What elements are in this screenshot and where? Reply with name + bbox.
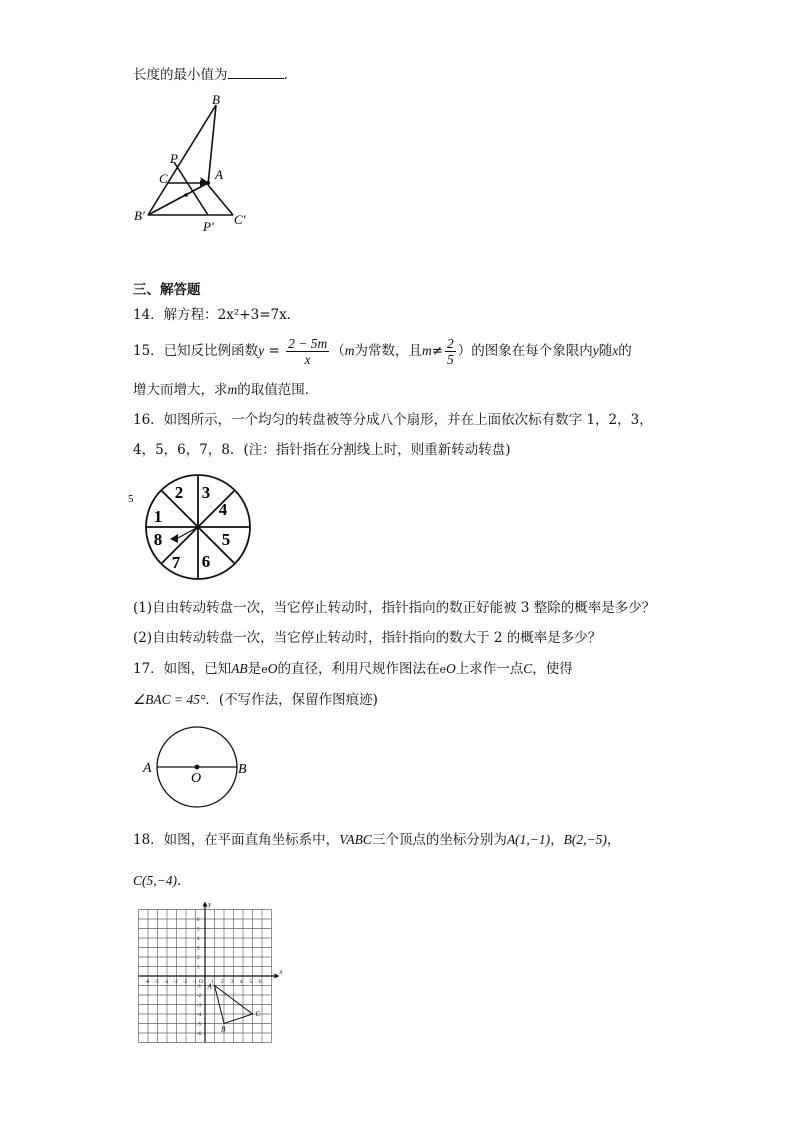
- q16-line2: 4，5，6，7，8．(注：指针指在分割线上时，则重新转动转盘): [133, 442, 511, 458]
- spinner-number-5: 5: [221, 530, 231, 549]
- q14-text: 14．解方程：2x²+3=7x．: [133, 307, 301, 323]
- y-tick-label: -2: [197, 994, 202, 999]
- y-tick-label: -3: [197, 1003, 202, 1009]
- point-label-a: A: [207, 982, 212, 991]
- q17-f: ．(不写作法，保留作图痕迹): [205, 692, 378, 708]
- spinner-number-7: 7: [171, 553, 181, 572]
- q15-part4: 随: [598, 343, 613, 359]
- x-tick-label: -3: [173, 980, 178, 985]
- q17-b: 是: [247, 661, 262, 677]
- q17-circle-figure: [140, 718, 255, 818]
- q18-point-a: A(1,−1): [506, 832, 551, 847]
- x-tick-label: 5: [249, 980, 252, 985]
- q17-cpt: C: [523, 661, 533, 676]
- q17-circ2: e: [439, 663, 446, 676]
- q18-triangle: VABC: [339, 832, 372, 847]
- q17-o1: O: [267, 661, 278, 676]
- q15-x2: x: [612, 343, 619, 358]
- q13-end: .: [283, 67, 288, 83]
- q18-b: 三个顶点的坐标分别为: [371, 832, 507, 848]
- y-axis-label: y: [208, 900, 212, 909]
- q15-m3: m: [227, 382, 238, 397]
- spinner-pointer: [170, 534, 178, 543]
- q17-circ1: e: [261, 663, 268, 676]
- x-tick-label: -2: [183, 980, 188, 985]
- q15-y: y: [258, 343, 265, 358]
- fig13-label-p: P: [170, 151, 178, 166]
- point-label-c: C: [255, 1010, 261, 1018]
- x-tick-label: 1: [211, 980, 214, 985]
- y-tick-label: -1: [197, 984, 202, 990]
- spinner-number-6: 6: [201, 552, 211, 571]
- q18-c: ，: [550, 832, 564, 848]
- q15-frac-numerator: 2 − 5m: [288, 336, 328, 351]
- y-tick-label: 3: [197, 946, 200, 952]
- q18-line1: [133, 831, 620, 849]
- q15-part2: 为常数，且: [354, 343, 422, 359]
- fig13-label-b-prime: B′: [134, 208, 145, 223]
- y-tick-label: -5: [197, 1022, 202, 1028]
- q15-line1: [133, 336, 632, 367]
- q15-fraction: [286, 336, 329, 367]
- spinner-number-2: 2: [174, 483, 184, 502]
- q17-a: 17．如图，已知: [133, 661, 232, 677]
- q15-frac2-numerator: 2: [447, 336, 454, 351]
- q17-e: ，使得: [532, 661, 573, 677]
- q15-y2: y: [592, 343, 599, 358]
- q17-label-b: B: [238, 762, 247, 777]
- q18-point-c: C(5,−4): [133, 873, 177, 888]
- spinner-number-3: 3: [201, 483, 211, 502]
- q15-line2b: 的取值范围．: [237, 382, 319, 398]
- spinner-figure: [128, 470, 258, 585]
- fig13-label-c: C: [159, 171, 168, 186]
- x-tick-label: -5: [154, 980, 159, 985]
- q15-part3: ）的图象在每个象限内: [457, 343, 593, 359]
- origin-label: O: [199, 979, 203, 985]
- spinner-number-8: 8: [153, 530, 163, 549]
- q15-frac-denominator: x: [304, 352, 311, 367]
- q16-sub2: (2)自由转动转盘一次，当它停止转动时，指针指向的数大于 2 的概率是多少？: [133, 630, 602, 646]
- x-tick-label: -1: [192, 980, 197, 985]
- q17-c: 的直径，利用尺规作图法在: [277, 661, 440, 677]
- q15-m2: m: [421, 343, 432, 358]
- fig13-label-a: A: [215, 167, 223, 182]
- x-tick-label: 2: [221, 980, 224, 985]
- q13-answer-blank: [228, 66, 284, 79]
- fig13-label-c-prime: C′: [234, 212, 246, 227]
- spinner-number-4: 4: [218, 500, 228, 519]
- section-title: 三、解答题: [133, 282, 201, 298]
- q17-label-a: A: [143, 761, 152, 776]
- point-label-b: B: [221, 1025, 226, 1034]
- x-tick-label: 3: [230, 980, 233, 985]
- q17-o2: O: [445, 661, 456, 676]
- fig13-label-b: B: [212, 92, 220, 107]
- q18-coordinate-grid: [130, 900, 283, 1044]
- q17-line2: [133, 691, 378, 709]
- x-tick-label: 4: [240, 980, 243, 985]
- y-tick-label: -6: [197, 1032, 202, 1037]
- y-axis-arrow: [203, 902, 208, 907]
- q15-line2a: 增大而增大，求: [133, 382, 228, 398]
- y-tick-label: 6: [197, 918, 200, 923]
- q15-line2: [133, 381, 318, 399]
- q16-sub1: (1)自由转动转盘一次，当它停止转动时，指针指向的数正好能被 3 整除的概率是多少？: [133, 600, 656, 616]
- q15-part1: 15．已知反比例函数: [133, 343, 259, 359]
- x-tick-label: 6: [259, 980, 262, 985]
- q15-eq: =: [268, 343, 280, 359]
- y-tick-label: 5: [197, 927, 200, 933]
- x-tick-label: -6: [145, 980, 150, 985]
- q15-paren-open: （: [331, 343, 345, 359]
- q15-m1: m: [344, 343, 355, 358]
- fig13-label-p-prime: P′: [203, 219, 214, 234]
- q15-part5: 的: [618, 343, 632, 359]
- q13-text: 长度的最小值为: [133, 67, 228, 83]
- q15-frac2-denominator: 5: [447, 352, 454, 367]
- q17-label-o: O: [191, 771, 202, 786]
- y-tick-label: 1: [197, 965, 200, 971]
- y-tick-label: -4: [197, 1013, 202, 1018]
- q15-fraction2: [445, 336, 456, 367]
- q18-line2: [133, 872, 190, 890]
- q17-ab: AB: [231, 661, 248, 676]
- q13-answer-line: [133, 66, 288, 84]
- q18-point-b: B(2,−5): [563, 832, 607, 847]
- y-tick-label: 4: [197, 937, 200, 942]
- q13-figure: [130, 90, 260, 235]
- q18-e: ．: [176, 873, 191, 889]
- q18-d: ，: [606, 832, 621, 848]
- q17-line1: [133, 660, 573, 679]
- x-axis-label: x: [279, 968, 283, 976]
- y-tick-label: 2: [197, 956, 200, 961]
- spinner-edge-mark: 5: [128, 493, 134, 505]
- q15-neq: ≠: [431, 343, 444, 359]
- spinner-number-1: 1: [153, 507, 163, 526]
- q16-line1: 16．如图所示，一个均匀的转盘被等分成八个扇形，并在上面依次标有数字 1，2，3，: [133, 412, 653, 428]
- x-tick-label: -4: [164, 980, 169, 985]
- q17-angle: ∠BAC = 45°: [133, 692, 206, 707]
- q18-a: 18．如图，在平面直角坐标系中，: [133, 832, 340, 848]
- q17-d: 上求作一点: [455, 661, 524, 677]
